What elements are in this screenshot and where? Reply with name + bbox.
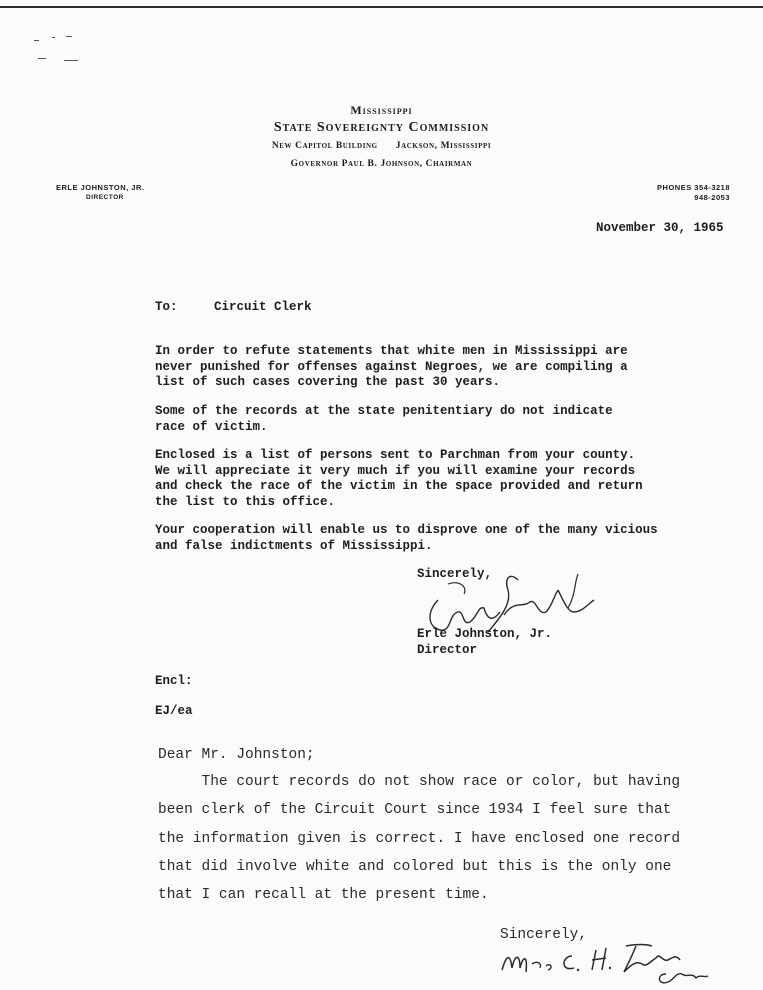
letterhead-address — [0, 141, 763, 151]
reference-initials: EJ/ea — [155, 704, 193, 718]
letterhead-phone-1: PHONES 354-3218 — [657, 183, 730, 192]
letterhead-director-name: ERLE JOHNSTON, JR. — [56, 183, 145, 192]
letter-closing: Sincerely, — [417, 567, 493, 581]
signer-block — [417, 626, 552, 658]
scan-speck — [38, 58, 46, 59]
letter-paragraph: In order to refute statements that white men in Mississippi are never punished for offenses against Negroes, we are compiling a list of such cases covering the past 30 years. — [155, 344, 628, 389]
letterhead-phones-block — [657, 183, 730, 203]
letterhead-city: Jackson, Mississippi — [395, 141, 492, 151]
addressee-name: Circuit Clerk — [214, 300, 312, 314]
scan-speck — [64, 60, 78, 61]
addressee-label: To: — [155, 300, 178, 314]
reply-closing: Sincerely, — [500, 927, 588, 943]
scan-speck — [52, 37, 55, 38]
top-border-line — [0, 6, 763, 8]
reply-body: The court records do not show race or color, but having been clerk of the Circuit Court since 1934 I feel sure that the information given is correct. I have enclosed one record that did involve white and colored but this is the only one that I can recall at the present time. — [158, 774, 681, 904]
signer-title: Director — [417, 643, 478, 657]
letter-paragraph: Your cooperation will enable us to disprove one of the many vicious and false indictments of Mississippi. — [155, 523, 658, 553]
letterhead-state: Mississippi — [350, 103, 413, 117]
letter-paragraph: Enclosed is a list of persons sent to Parchman from your county. We will appreciate it very much if you will examine your records and check the race of the victim in the space provided and return the list to this office. — [155, 448, 643, 509]
signer-name: Erle Johnston, Jr. — [417, 627, 553, 641]
letterhead-governor: Governor Paul B. Johnson, Chairman — [290, 159, 473, 169]
reply-salutation: Dear Mr. Johnston; — [158, 747, 315, 763]
scan-speck — [34, 40, 39, 41]
clerk-signature — [496, 938, 716, 988]
letterhead-director-block — [56, 183, 144, 203]
enclosure-note: Encl: — [155, 674, 193, 688]
letterhead-director-title: DIRECTOR — [86, 194, 124, 201]
letter-date: November 30, 1965 — [596, 221, 724, 235]
letterhead-commission: State Sovereignty Commission — [273, 120, 490, 135]
letterhead-building: New Capitol Building — [271, 141, 378, 151]
letter-paragraph: Some of the records at the state penitentiary do not indicate race of victim. — [155, 404, 613, 434]
scan-speck — [66, 36, 72, 37]
letterhead-phone-2: 948-2053 — [694, 193, 730, 202]
